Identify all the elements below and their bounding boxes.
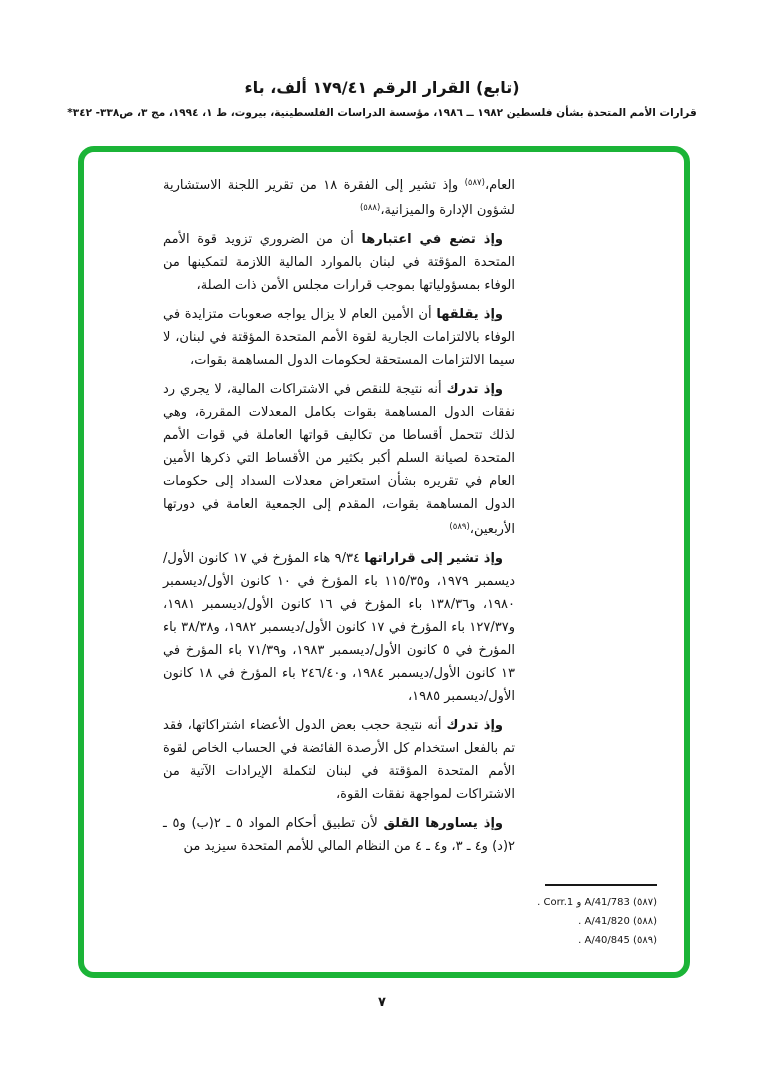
page-title: (تابع) القرار الرقم ١٧٩/٤١ ألف، باء <box>244 78 520 97</box>
text-segment: وإذ تشير إلى الفقرة ١٨ من تقرير اللجنة الاستشارية لشؤون الإدارة والميزانية، <box>163 178 515 218</box>
footnote: (٥٨٩) A/40/845 . <box>578 935 657 946</box>
source-line: قرارات الأمم المتحدة بشأن فلسطين ١٩٨٢ ــ ١٩٨٦، مؤسسة الدراسات الفلسطينية، بيروت، ط ١، ١٩٩٤، مج ٣، ص٣٣٨- ٣٤٢* <box>67 107 697 119</box>
footnote: (٥٨٧) A/41/783 و Corr.1 . <box>537 897 657 908</box>
text-segment: أنه نتيجة حجب بعض الدول الأعضاء اشتراكاتها، فقد تم بالفعل استخدام كل الأرصدة الفائضة في الحساب الخاص لقوة الأمم المتحدة المؤقتة في لبنان لتكملة الإيرادات الآتية من الاشتراكات لمواجهة نفقات القوة، <box>163 718 515 802</box>
paragraph <box>163 303 515 372</box>
page-number: ٧ <box>378 995 386 1010</box>
text-segment: وإذ يقلقها <box>436 307 503 322</box>
resolution-text <box>163 172 515 864</box>
footnotes-block <box>467 884 657 950</box>
text-segment: وإذ يساورها القلق <box>383 816 503 831</box>
text-segment: أن من الضروري تزويد قوة الأمم المتحدة المؤقتة في لبنان بالموارد المالية اللازمة لتمكينها من الوفاء بمسؤولياتها بموجب قرارات مجلس الأمن ذات الصلة، <box>163 232 515 293</box>
green-frame <box>78 146 690 978</box>
footnote-separator <box>545 884 657 886</box>
footnote-list <box>467 893 657 950</box>
text-segment: وإذ تضع في اعتبارها <box>361 232 503 247</box>
footnote-marker: (٥٨٩) <box>449 522 470 532</box>
text-segment: وإذ تدرك <box>446 382 503 397</box>
footnote: (٥٨٨) A/41/820 . <box>578 916 657 927</box>
text-segment: أنه نتيجة للنقص في الاشتراكات المالية، لا يجري رد نفقات الدول المساهمة بقوات بكامل المعدلات المقررة، وهي لذلك تتحمل أقساطا من تكاليف قواتها العاملة في قوات الأمم المتحدة لصيانة السلم أكبر بكثير من الأقساط التي ذكرها الأمين العام في تقريره بشأن استعراض معدلات السداد إلى حكومات الدول المساهمة بقوات، المقدم إلى الجمعية العامة في دورتها الأربعين، <box>163 382 515 537</box>
paragraph <box>163 714 515 806</box>
paragraph <box>163 172 515 222</box>
text-segment: العام، <box>484 178 515 193</box>
text-segment: وإذ تدرك <box>446 718 503 733</box>
footnote-marker: (٥٨٧) <box>464 178 485 188</box>
text-segment: لأن تطبيق أحكام المواد ٥ ـ ٢(ب) و٥ ـ ٢(د) و٤ ـ ٣، و٤ ـ ٤ من النظام المالي للأمم المتحدة سيزيد من <box>163 816 515 854</box>
paragraph <box>163 378 515 541</box>
paragraph <box>163 547 515 708</box>
text-segment: وإذ تشير إلى قراراتها <box>364 551 503 566</box>
footnote-marker: (٥٨٨) <box>359 203 381 213</box>
text-segment: ٩/٣٤ هاء المؤرخ في ١٧ كانون الأول/ديسمبر ١٩٧٩، و١١٥/٣٥ باء المؤرخ في ١٠ كانون الأول/ديسمبر ١٩٨٠، و١٣٨/٣٦ باء المؤرخ في ١٦ كانون الأول/ديسمبر ١٩٨١، و١٢٧/٣٧ باء المؤرخ في ١٧ كانون الأول/ديسمبر ١٩٨٢، و٣٨/٣٨ باء المؤرخ في ٥ كانون الأول/ديسمبر ١٩٨٣، و٧١/٣٩ باء المؤرخ في ١٣ كانون الأول/ديسمبر ١٩٨٤، و٢٤٦/٤٠ باء المؤرخ في ١٨ كانون الأول/ديسمبر ١٩٨٥، <box>163 551 515 704</box>
paragraph <box>163 812 515 858</box>
text-segment: أن الأمين العام لا يزال يواجه صعوبات متزايدة في الوفاء بالالتزامات الجارية لقوة الأمم المتحدة المؤقتة في لبنان، لا سيما الالتزامات المستحقة لحكومات الدول المساهمة بقوات، <box>163 307 515 368</box>
paragraph <box>163 228 515 297</box>
